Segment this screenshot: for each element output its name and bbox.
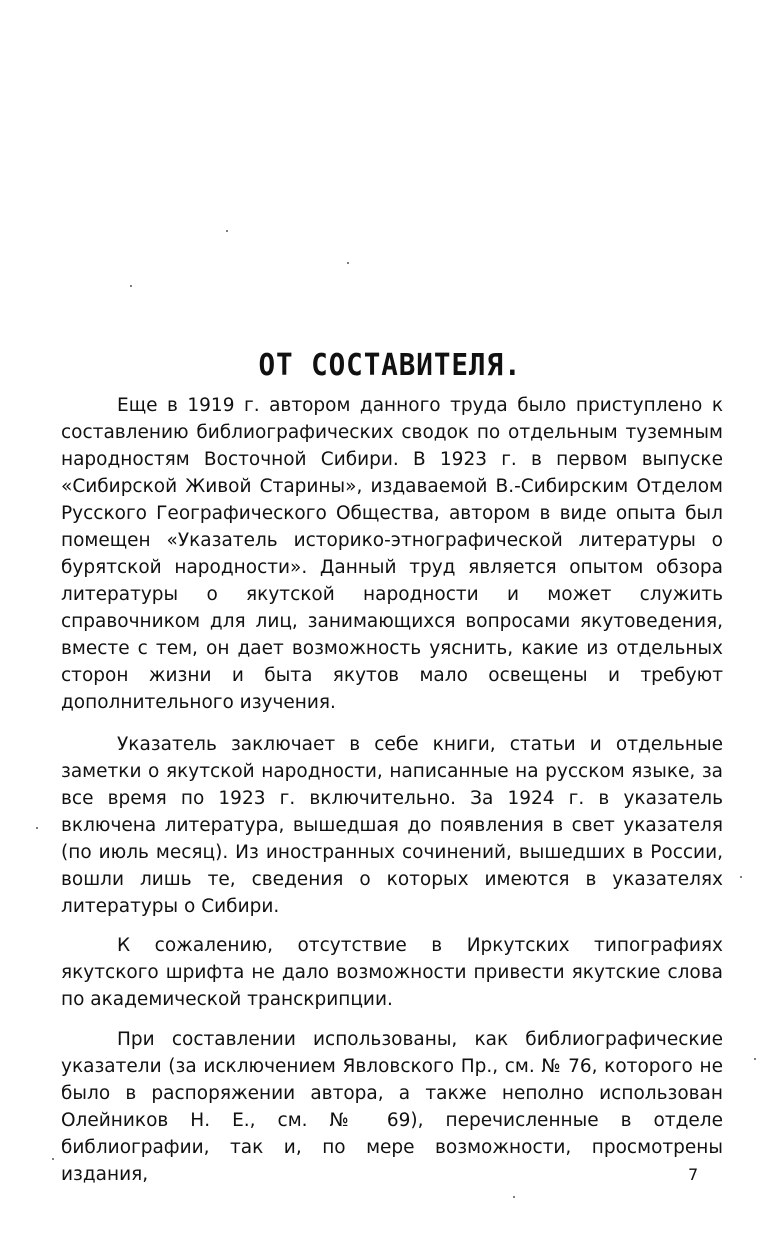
print-speck	[226, 230, 228, 232]
page-number: 7	[688, 1165, 699, 1184]
print-speck	[130, 285, 132, 287]
paragraph-transcription: К сожалению, отсутствие в Иркутских типографиях якутского шрифта не дало возможности привести якутские слова по академической транскрипции.	[61, 935, 723, 1010]
print-speck	[347, 262, 349, 264]
page-title: ОТ СОСТАВИТЕЛЯ.	[258, 348, 522, 384]
print-speck	[513, 1196, 515, 1198]
print-speck	[52, 1158, 54, 1160]
paragraph-sources: При составлении использованы, как библиографические указатели (за исключением Явловского Пр., см. № 76, которого не было в распоряжении автора, а также неполно использован Олейников Н. Е., см. № 69), перечисленные в отделе библиографии, так и, по мере возможности, просмотрены издания,	[61, 1029, 723, 1185]
print-speck	[740, 876, 742, 878]
paragraph-intro: Еще в 1919 г. автором данного труда было приступлено к составлению библиографических сводок по отдельным туземным народностям Восточной Сибири. В 1923 г. в первом выпуске «Сибирской Живой Старины», издаваемой В.-Сибирским Отделом Русского Географического Общества, автором в виде опыта был помещен «Указатель историко-этнографической литературы о бурятской народности». Данный труд является опытом обзора литературы о якутской народности и может служить справочником для лиц, занимающихся вопросами якутоведения, вместе с тем, он дает возможность уяснить, какие из отдельных сторон жизни и быта якутов мало освещены и требуют дополнительного изучения.	[61, 395, 723, 713]
print-speck	[754, 1058, 756, 1060]
print-speck	[36, 827, 38, 829]
paragraph-scope: Указатель заключает в себе книги, статьи и отдельные заметки о якутской народности, написанные на русском языке, за все время по 1923 г. включительно. За 1924 г. в указатель включена литература, вышедшая до появления в свет указателя (по июль месяц). Из иностранных сочинений, вышедших в России, вошли лишь те, сведения о которых имеются в указателях литературы о Сибири.	[61, 734, 723, 917]
